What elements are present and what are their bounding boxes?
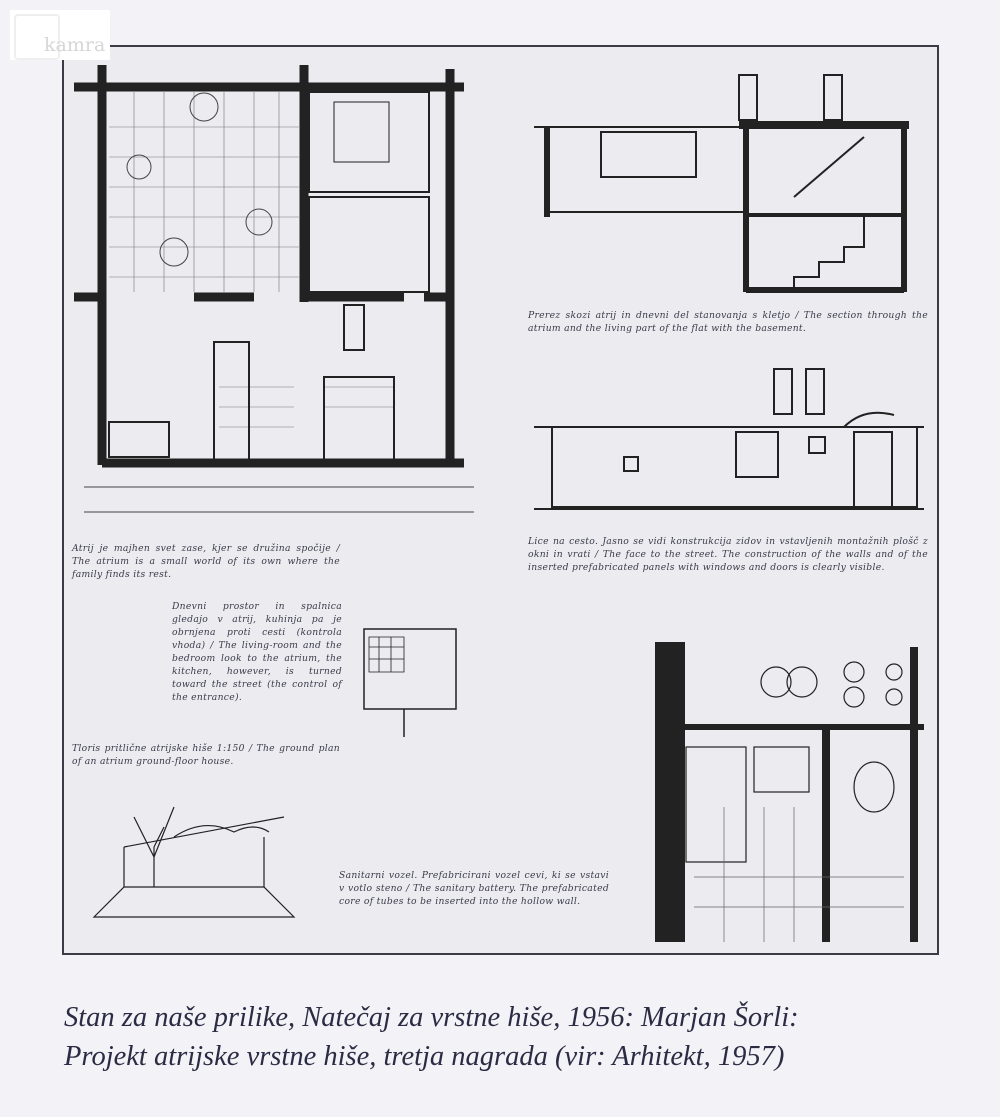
figure-caption: [64, 998, 964, 1076]
scanned-page-panel: [62, 45, 939, 955]
plan-caption: Tloris pritlične atrijske hiše 1:150 / The ground plan of an atrium ground-floor house.: [72, 743, 340, 767]
living-caption: Dnevni prostor in spalnica gledajo v atrij, kuhinja pa je obrnjena proti cesti (kontrola vhoda) / The living-room and the bedroom look to the atrium, the kitchen, however, is turned toward the street (the control of the entrance).: [172, 601, 342, 703]
ground-floor-plan: [74, 65, 474, 512]
caption-line-1: Stan za naše prilike, Natečaj za vrstne hiše, 1956: Marjan Šorli:: [64, 1002, 799, 1033]
sanitary-battery-drawing: [670, 642, 924, 942]
section-caption: Prerez skozi atrij in dnevni del stanovanja s kletjo / The section through the atrium and the living part of the flat with the basement.: [528, 310, 928, 334]
kamra-logo: [10, 10, 110, 60]
wall-detail-drawing: [364, 629, 456, 737]
caption-line-2: Projekt atrijske vrstne hiše, tretja nagrada (vir: Arhitekt, 1957): [64, 1041, 785, 1072]
section-drawing: [534, 75, 909, 292]
logo-text: kamra: [44, 34, 106, 56]
architectural-drawings: [64, 47, 941, 957]
street-facade-drawing: [534, 369, 924, 509]
sanitary-caption: Sanitarni vozel. Prefabricirani vozel cevi, ki se vstavi v votlo steno / The sanitary battery. The prefabricated core of tubes to be inserted into the hollow wall.: [339, 870, 609, 907]
facade-caption: Lice na cesto. Jasno se vidi konstrukcija zidov in vstavljenih montažnih plošč z okni in vrati / The face to the street. The construction of the walls and of the inserted prefabricated panels with windows and doors is clearly visible.: [528, 536, 928, 573]
atrium-sketch: [94, 807, 294, 917]
atrium-caption: Atrij je majhen svet zase, kjer se družina spočije / The atrium is a small world of its own where the family finds its rest.: [72, 543, 340, 580]
